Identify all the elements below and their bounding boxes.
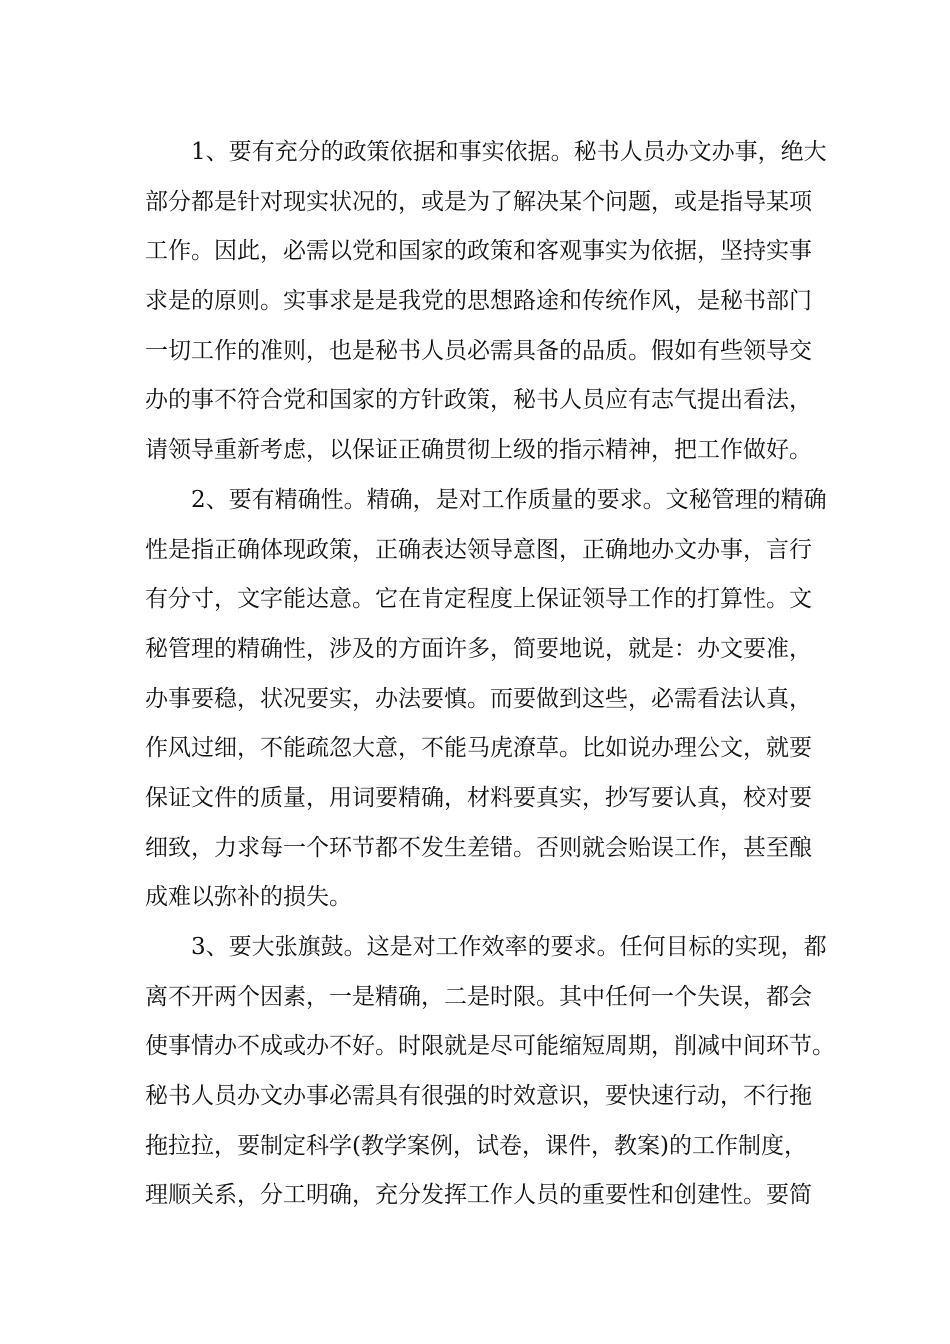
text-line: 离不开两个因素，一是精确，二是时限。其中任何一个失误，都会 — [145, 983, 812, 1010]
text-line: 部分都是针对现实状况的，或是为了解决某个问题，或是指导某项 — [145, 188, 812, 215]
text-line: 一切工作的准则，也是秘书人员必需具备的品质。假如有些领导交 — [145, 337, 812, 364]
text-line: 保证文件的质量，用词要精确，材料要真实，抄写要认真，校对要 — [145, 784, 812, 811]
paragraph-3 — [145, 923, 835, 1221]
text-line: 细致，力求每一个环节都不发生差错。否则就会贻误工作，甚至酿 — [145, 834, 812, 861]
text-line: 性是指正确体现政策，正确表达领导意图，正确地办文办事，言行 — [145, 536, 812, 563]
text-line: 请领导重新考虑，以保证正确贯彻上级的指示精神，把工作做好。 — [145, 437, 812, 464]
text-line: 工作。因此，必需以党和国家的政策和客观事实为依据，坚持实事 — [145, 238, 812, 265]
text-line: 秘书人员办文办事必需具有很强的时效意识，要快速行动，不行拖 — [145, 1083, 812, 1110]
text-line: 理顺关系，分工明确，充分发挥工作人员的重要性和创建性。要简 — [145, 1182, 812, 1209]
document-body — [145, 128, 835, 1221]
text-line: 成难以弥补的损失。 — [145, 884, 352, 911]
text-line: 1、要有充分的政策依据和事实依据。秘书人员办文办事，绝大 — [191, 139, 827, 165]
paragraph-1 — [145, 128, 825, 476]
text-line: 作风过细，不能疏忽大意，不能马虎潦草。比如说办理公文，就要 — [145, 735, 812, 762]
text-line: 有分寸，文字能达意。它在肯定程度上保证领导工作的打算性。文 — [145, 586, 812, 613]
text-line: 3、要大张旗鼓。这是对工作效率的要求。任何目标的实现，都 — [191, 934, 827, 960]
text-line: 办事要稳，状况要实，办法要慎。而要做到这些，必需看法认真， — [145, 685, 812, 712]
paragraph-2 — [145, 476, 825, 923]
text-line: 办的事不符合党和国家的方针政策，秘书人员应有志气提出看法， — [145, 387, 812, 414]
text-line: 拖拉拉，要制定科学(教学案例，试卷，课件，教案)的工作制度， — [145, 1132, 807, 1159]
text-line: 求是的原则。实事求是是我党的思想路途和传统作风，是秘书部门 — [145, 288, 812, 315]
text-line: 使事情办不成或办不好。时限就是尽可能缩短周期，削减中间环节。 — [145, 1033, 835, 1060]
text-line: 2、要有精确性。精确，是对工作质量的要求。文秘管理的精确 — [191, 486, 827, 513]
text-line: 秘管理的精确性，涉及的方面许多，简要地说，就是：办文要准， — [145, 635, 812, 662]
